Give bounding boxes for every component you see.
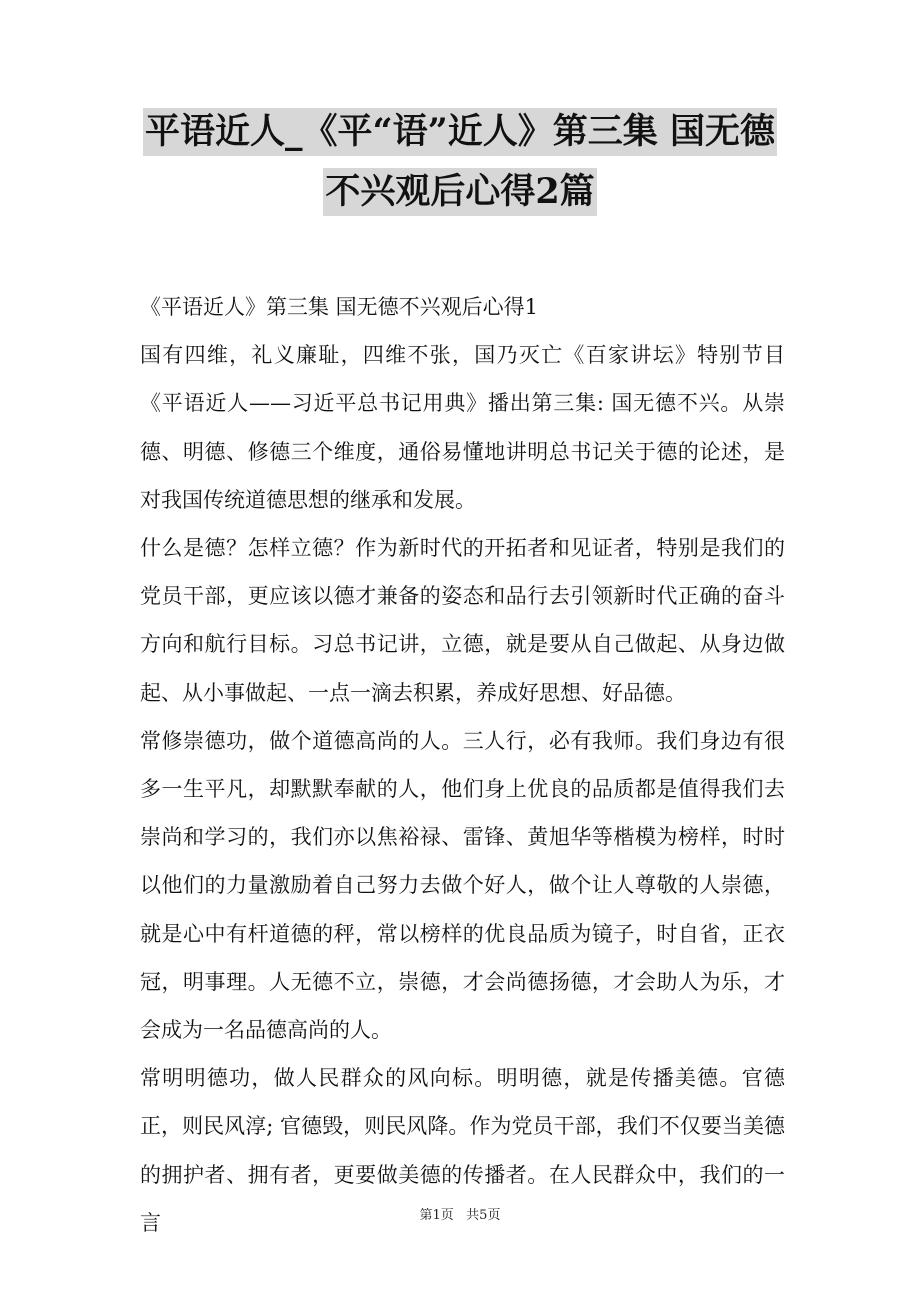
section-subheading: 《平语近人》第三集 国无德不兴观后心得1 [140, 295, 539, 319]
document-body [140, 283, 785, 1247]
title-line-1: 平语近人_《平“语”近人》第三集 国无德 [143, 108, 777, 156]
paragraph-2: 什么是德？怎样立德？作为新时代的开拓者和见证者，特别是我们的党员干部，更应该以德才兼备的姿态和品行去引领新时代正确的奋斗方向和航行目标。习总书记讲，立德，就是要从自己做起、从身边做起、从小事做起、一点一滴去积累，养成好思想、好品德。 [140, 536, 785, 705]
paragraph-4: 常明明德功，做人民群众的风向标。明明德，就是传播美德。官德正，则民风淳; 官德毁，则民风降。作为党员干部，我们不仅要当美德的拥护者、拥有者，更要做美德的传播者。在人民群众中，我们的一言 [140, 1066, 785, 1235]
paragraph-3: 常修崇德功，做个道德高尚的人。三人行，必有我师。我们身边有很多一生平凡，却默默奉献的人，他们身上优良的品质都是值得我们去崇尚和学习的，我们亦以焦裕禄、雷锋、黄旭华等楷模为榜样，时时以他们的力量激励着自己努力去做个好人，做个让人尊敬的人崇德，就是心中有杆道德的秤，常以榜样的优良品质为镜子，时自省，正衣冠，明事理。人无德不立，崇德，才会尚德扬德，才会助人为乐，才会成为一名品德高尚的人。 [140, 728, 785, 1043]
paragraph-1: 国有四维，礼义廉耻，四维不张，国乃灭亡《百家讲坛》特别节目《平语近人——习近平总书记用典》播出第三集: 国无德不兴。从崇德、明德、修德三个维度，通俗易懂地讲明总书记关于德的论述，是对我国传统道德思想的继承和发展。 [140, 343, 785, 512]
page-footer [0, 1207, 920, 1225]
title-line-2: 不兴观后心得2篇 [323, 168, 596, 216]
document-title [0, 108, 920, 228]
page-number: 第1页 共5页 [419, 1208, 501, 1223]
